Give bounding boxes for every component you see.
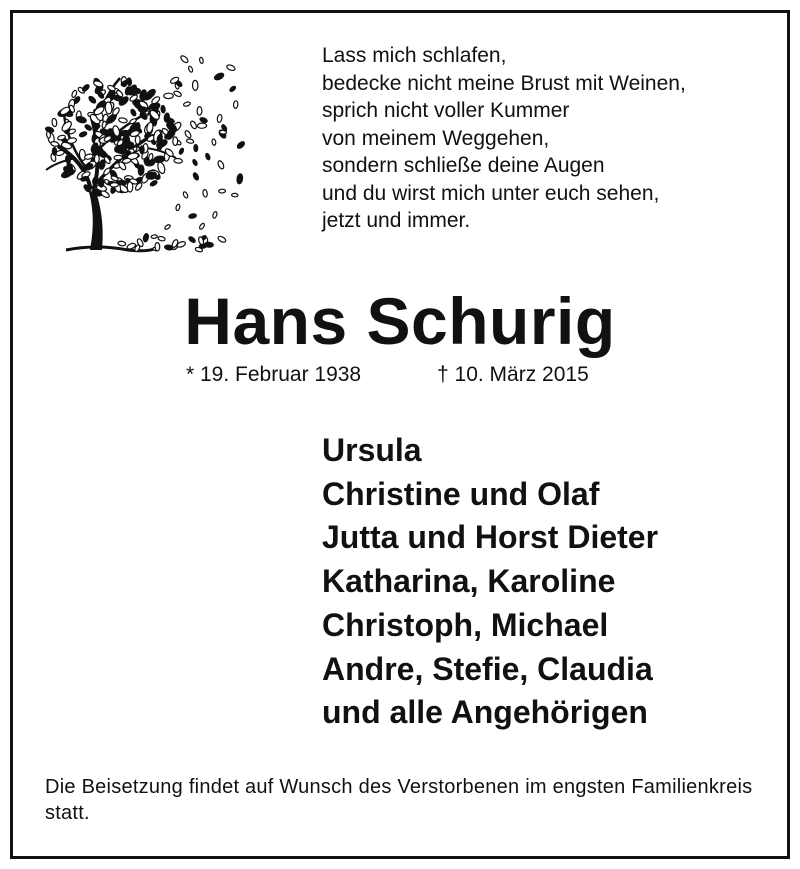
poem-line: Lass mich schlafen, bbox=[322, 44, 507, 67]
mourner-entry: Christine und Olaf bbox=[322, 475, 600, 512]
mourner-entry: Christoph, Michael bbox=[322, 606, 609, 643]
leaves-cluster bbox=[45, 55, 246, 253]
poem-line: bedecke nicht meine Brust mit Weinen, bbox=[322, 71, 686, 95]
birth-date: * 19. Februar 1938 bbox=[186, 363, 362, 386]
poem bbox=[322, 42, 686, 235]
funeral-note: Die Beisetzung findet auf Wunsch des Verstorbenen im engsten Familienkreis statt. bbox=[45, 776, 753, 824]
tree-with-falling-leaves-icon bbox=[36, 38, 256, 260]
mourner-entry: und alle Angehörigen bbox=[322, 694, 648, 731]
mourner-entry: Ursula bbox=[322, 432, 422, 468]
poem-line: jetzt und immer. bbox=[322, 209, 471, 232]
deceased-name: Hans Schurig bbox=[184, 284, 616, 358]
mourners-list bbox=[322, 429, 658, 735]
mourner-entry: Andre, Stefie, Claudia bbox=[322, 650, 653, 687]
poem-line: sondern schließe deine Augen bbox=[322, 154, 605, 177]
death-date: † 10. März 2015 bbox=[437, 363, 589, 386]
poem-line: sprich nicht voller Kummer bbox=[322, 99, 570, 122]
mourner-entry: Jutta und Horst Dieter bbox=[322, 519, 659, 556]
poem-line: von meinem Weggehen, bbox=[322, 126, 550, 150]
poem-line: und du wirst mich unter euch sehen, bbox=[322, 181, 660, 205]
mourner-entry: Katharina, Karoline bbox=[322, 563, 616, 600]
